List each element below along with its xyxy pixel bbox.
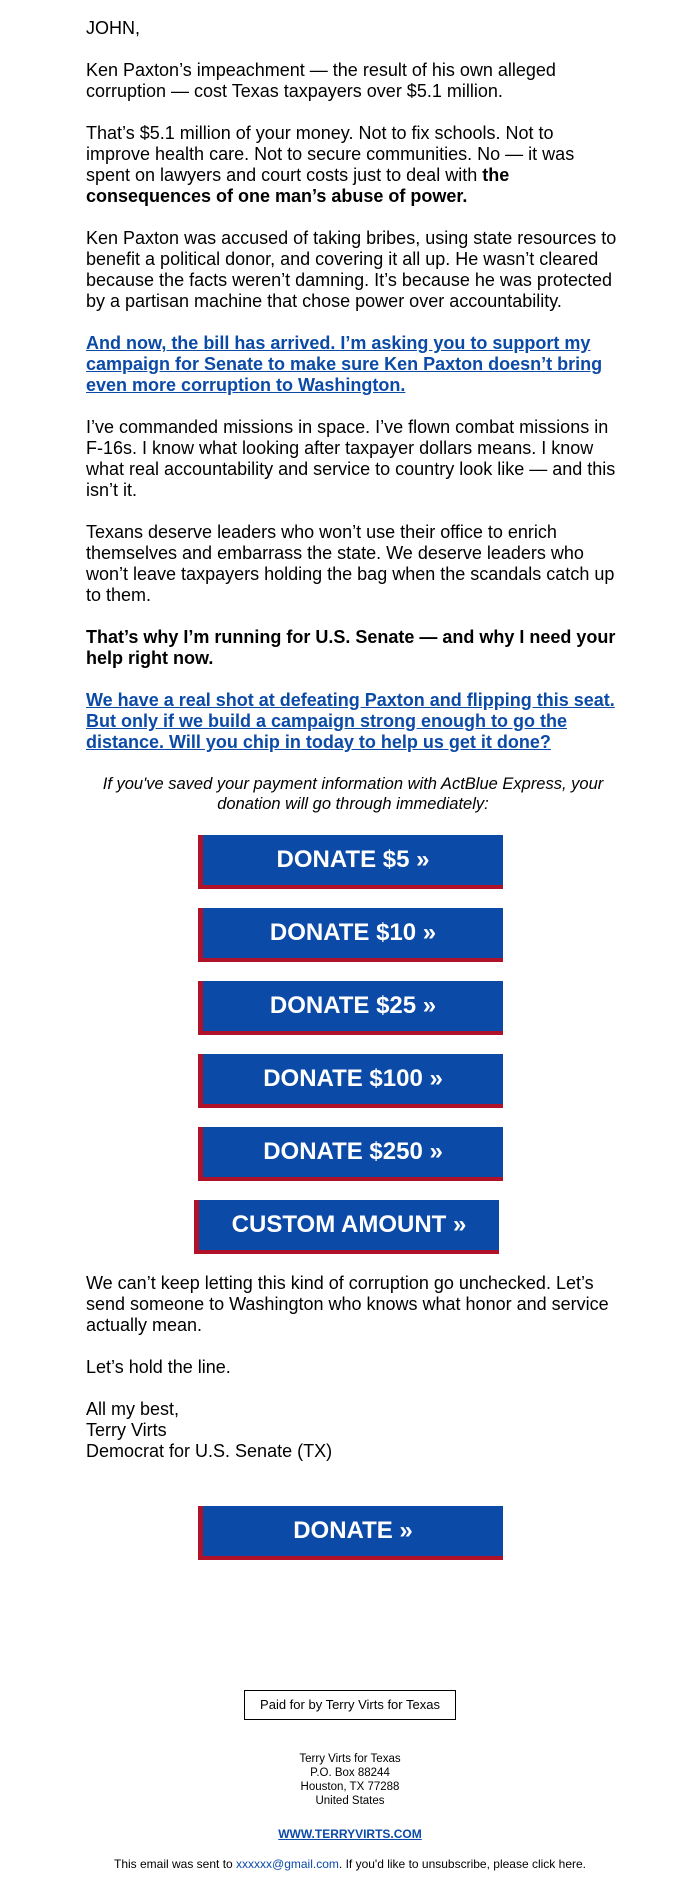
custom-amount-row <box>86 1200 620 1256</box>
donate-button-final[interactable]: DONATE » <box>198 1506 503 1560</box>
donate-5-row <box>86 835 620 891</box>
closing <box>86 1273 620 1378</box>
paragraph-1: Ken Paxton’s impeachment — the result of his own alleged corruption — cost Texas taxpayers over $5.1 million. <box>86 60 556 101</box>
recipient-email: xxxxxx@gmail.com <box>236 1857 339 1871</box>
signature <box>86 1399 620 1462</box>
address-po-box: P.O. Box 88244 <box>310 1767 390 1779</box>
signer-title: Democrat for U.S. Senate (TX) <box>86 1441 333 1461</box>
closing-paragraph-2: Let’s hold the line. <box>86 1357 231 1377</box>
mailing-address <box>0 1752 700 1808</box>
paragraph-2-text: That’s $5.1 million of your money. Not to fix schools. Not to improve health care. Not to secure communities. No — it was spent on lawyers and court costs just to deal with <box>86 123 575 185</box>
paragraph-6: Texans deserve leaders who won’t use their office to enrich themselves and embarrass the state. We deserve leaders who won’t leave taxpayers holding the bag when the scandals catch up to them. <box>86 522 615 605</box>
donate-25-row <box>86 981 620 1037</box>
email-content <box>86 18 620 1462</box>
donate-5-button[interactable]: DONATE $5 » <box>198 835 503 889</box>
custom-amount-button[interactable]: CUSTOM AMOUNT » <box>194 1200 499 1254</box>
paragraph-7-emphasis: That’s why I’m running for U.S. Senate — and why I need your help right now. <box>86 627 616 668</box>
website-link[interactable]: WWW.TERRYVIRTS.COM <box>278 1827 422 1841</box>
address-country: United States <box>315 1795 385 1807</box>
paid-for-disclaimer: Paid for by Terry Virts for Texas <box>244 1690 456 1720</box>
donate-10-row <box>86 908 620 964</box>
donate-250-row <box>86 1127 620 1183</box>
donate-10-button[interactable]: DONATE $10 » <box>198 908 503 962</box>
unsubscribe-text[interactable]: . If you'd like to unsubscribe, please click here. <box>338 1857 586 1871</box>
donate-100-button[interactable]: DONATE $100 » <box>198 1054 503 1108</box>
signer-name: Terry Virts <box>86 1420 167 1440</box>
paragraph-5: I’ve commanded missions in space. I’ve flown combat missions in F-16s. I know what looking after taxpayer dollars means. I know what real accountability and service to country look like — and this isn’t it. <box>86 417 616 500</box>
paragraph-4 <box>86 333 620 396</box>
donate-25-button[interactable]: DONATE $25 » <box>198 981 503 1035</box>
paragraph-2 <box>86 123 620 207</box>
greeting: JOHN, <box>86 18 140 38</box>
paragraph-3: Ken Paxton was accused of taking bribes, using state resources to benefit a political donor, and covering it all up. He wasn’t cleared because the facts weren’t damning. It’s because he was protected by a partisan machine that chose power over accountability. <box>86 228 617 311</box>
chip-in-link[interactable]: We have a real shot at defeating Paxton and flipping this seat. But only if we build a campaign strong enough to go the distance. Will you chip in today to help us get it done? <box>86 690 615 752</box>
actblue-express-note: If you've saved your payment information with ActBlue Express, your donation will go through immediately: <box>102 775 604 813</box>
paragraph-2-emphasis: the consequences of one man’s abuse of power. <box>86 165 510 206</box>
support-campaign-link[interactable]: And now, the bill has arrived. I’m asking you to support my campaign for Senate to make sure Ken Paxton doesn’t bring even more corruption to Washington. <box>86 333 603 395</box>
donate-250-button[interactable]: DONATE $250 » <box>198 1127 503 1181</box>
paragraph-8 <box>86 690 620 753</box>
donate-100-row <box>86 1054 620 1110</box>
unsubscribe-line <box>0 1857 700 1871</box>
website-row <box>0 1827 700 1841</box>
sent-to-prefix: This email was sent to <box>113 1857 237 1871</box>
address-org: Terry Virts for Texas <box>299 1753 401 1765</box>
paragraph-7 <box>86 627 620 669</box>
signoff: All my best, <box>86 1399 180 1419</box>
address-city: Houston, TX 77288 <box>300 1781 400 1793</box>
closing-paragraph-1: We can’t keep letting this kind of corruption go unchecked. Let’s send someone to Washington who knows what honor and service actually mean. <box>86 1273 609 1335</box>
